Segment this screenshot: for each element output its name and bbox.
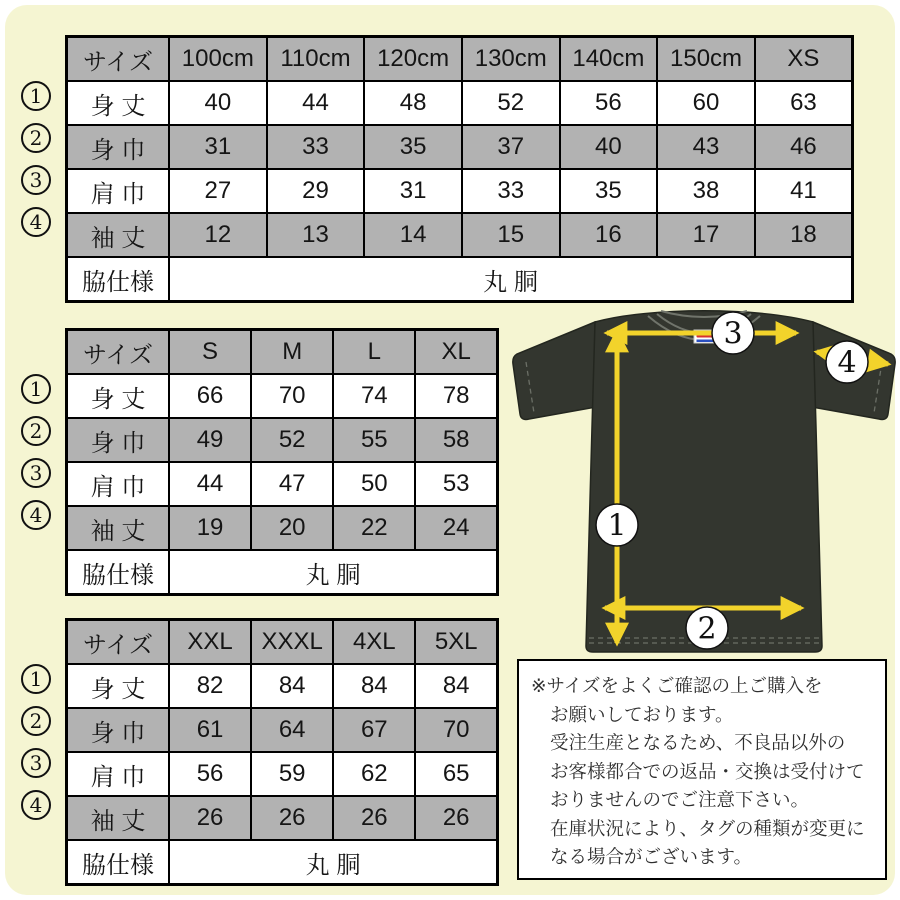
- note-line: お願いしております。: [550, 703, 734, 725]
- note-line: なる場合がございます。: [550, 846, 753, 867]
- size-column-header: XXL: [169, 620, 251, 665]
- size-corner-header: サイズ: [67, 330, 170, 375]
- measurement-value: 50: [333, 462, 415, 506]
- size-column-header: XXXL: [251, 620, 333, 665]
- size-column-header: 120cm: [364, 37, 462, 82]
- measurement-value: 19: [169, 506, 251, 550]
- measurement-row-label: 袖 丈: [67, 506, 170, 550]
- measurement-row-label: 身 丈: [67, 81, 170, 125]
- size-table-big: [65, 618, 499, 886]
- side-spec-value: 丸 胴: [169, 840, 498, 885]
- measurement-value: 82: [169, 664, 251, 708]
- circled-number-4: 4: [21, 790, 51, 820]
- tshirt-illustration: [510, 300, 898, 656]
- side-spec-label: 脇仕様: [67, 840, 170, 885]
- header-row: [67, 37, 853, 82]
- measurement-row: [67, 796, 498, 840]
- measurement-row: [67, 708, 498, 752]
- circled-number-4: 4: [21, 500, 51, 530]
- measurement-row-label: 袖 丈: [67, 213, 170, 257]
- measurement-row-label: 身 巾: [67, 418, 170, 462]
- measurement-row: [67, 81, 853, 125]
- measurement-value: 40: [560, 125, 658, 169]
- measurement-row-label: 身 巾: [67, 125, 170, 169]
- row-marker-column-adult: [21, 374, 51, 530]
- size-column-header: 110cm: [267, 37, 365, 82]
- measurement-value: 53: [415, 462, 497, 506]
- measurement-value: 55: [333, 418, 415, 462]
- measurement-value: 56: [169, 752, 251, 796]
- measurement-value: 84: [251, 664, 333, 708]
- measurement-value: 26: [251, 796, 333, 840]
- tshirt-left-sleeve: [513, 322, 596, 419]
- circled-number-1: 1: [21, 374, 51, 404]
- marker-digit-2: 2: [697, 611, 717, 647]
- measurement-value: 52: [462, 81, 560, 125]
- marker-digit-3: 3: [723, 316, 743, 352]
- measurement-value: 49: [169, 418, 251, 462]
- measurement-value: 67: [333, 708, 415, 752]
- tshirt-measurement-diagram: [510, 300, 898, 656]
- circled-number-1: 1: [21, 664, 51, 694]
- measurement-value: 70: [415, 708, 497, 752]
- size-corner-header: サイズ: [67, 620, 170, 665]
- size-corner-header: サイズ: [67, 37, 170, 82]
- note-line: 受注生産となるため、不良品以外の: [550, 732, 846, 753]
- marker-digit-1: 1: [607, 508, 627, 544]
- measurement-value: 37: [462, 125, 560, 169]
- size-column-header: XL: [415, 330, 497, 375]
- circled-number-2: 2: [21, 416, 51, 446]
- measurement-value: 41: [755, 169, 853, 213]
- measurement-value: 35: [364, 125, 462, 169]
- measurement-value: 35: [560, 169, 658, 213]
- circled-number-1: 1: [21, 81, 51, 111]
- size-column-header: 130cm: [462, 37, 560, 82]
- measurement-value: 56: [560, 81, 658, 125]
- measurement-value: 29: [267, 169, 365, 213]
- circled-number-4: 4: [21, 207, 51, 237]
- tshirt-body: [586, 311, 822, 652]
- size-column-header: 5XL: [415, 620, 497, 665]
- side-spec-row: [67, 840, 498, 885]
- measurement-row: [67, 125, 853, 169]
- measurement-value: 63: [755, 81, 853, 125]
- measurement-value: 26: [415, 796, 497, 840]
- measurement-value: 65: [415, 752, 497, 796]
- measurement-value: 84: [415, 664, 497, 708]
- measurement-value: 16: [560, 213, 658, 257]
- size-column-header: 140cm: [560, 37, 658, 82]
- note-line: お客様都合での返品・交換は受付けて: [550, 760, 865, 782]
- size-column-header: 4XL: [333, 620, 415, 665]
- side-spec-row: [67, 550, 498, 595]
- measurement-value: 59: [251, 752, 333, 796]
- measurement-value: 61: [169, 708, 251, 752]
- size-table-adult: [65, 328, 499, 596]
- size-column-header: S: [169, 330, 251, 375]
- row-marker-column-big: [21, 664, 51, 820]
- measurement-value: 18: [755, 213, 853, 257]
- measurement-value: 13: [267, 213, 365, 257]
- measurement-row-label: 身 丈: [67, 664, 170, 708]
- size-column-header: 100cm: [169, 37, 267, 82]
- measurement-value: 52: [251, 418, 333, 462]
- measurement-row: [67, 752, 498, 796]
- measurement-value: 24: [415, 506, 497, 550]
- side-spec-label: 脇仕様: [67, 257, 170, 302]
- measurement-row: [67, 462, 498, 506]
- size-column-header: 150cm: [657, 37, 755, 82]
- measurement-value: 44: [267, 81, 365, 125]
- measurement-value: 78: [415, 374, 497, 418]
- measurement-value: 26: [169, 796, 251, 840]
- side-spec-value: 丸 胴: [169, 550, 498, 595]
- measurement-row: [67, 418, 498, 462]
- side-spec-row: [67, 257, 853, 302]
- note-line: 在庫状況により、タグの種類が変更に: [550, 817, 865, 839]
- measurement-value: 40: [169, 81, 267, 125]
- measurement-value: 31: [169, 125, 267, 169]
- header-row: [67, 330, 498, 375]
- measurement-value: 70: [251, 374, 333, 418]
- measurement-value: 33: [267, 125, 365, 169]
- measurement-row-label: 身 丈: [67, 374, 170, 418]
- size-column-header: M: [251, 330, 333, 375]
- size-table-kids: [65, 35, 854, 303]
- measurement-value: 46: [755, 125, 853, 169]
- circled-number-2: 2: [21, 706, 51, 736]
- measurement-row: [67, 506, 498, 550]
- measurement-value: 84: [333, 664, 415, 708]
- side-spec-label: 脇仕様: [67, 550, 170, 595]
- measurement-value: 62: [333, 752, 415, 796]
- measurement-row-label: 袖 丈: [67, 796, 170, 840]
- header-row: [67, 620, 498, 665]
- measurement-value: 12: [169, 213, 267, 257]
- measurement-value: 38: [657, 169, 755, 213]
- row-marker-column-kids: [21, 81, 51, 237]
- measurement-value: 17: [657, 213, 755, 257]
- measurement-value: 43: [657, 125, 755, 169]
- measurement-row-label: 身 巾: [67, 708, 170, 752]
- side-spec-value: 丸 胴: [169, 257, 853, 302]
- measurement-row: [67, 213, 853, 257]
- measurement-value: 60: [657, 81, 755, 125]
- measurement-value: 14: [364, 213, 462, 257]
- measurement-value: 66: [169, 374, 251, 418]
- measurement-value: 26: [333, 796, 415, 840]
- measurement-value: 58: [415, 418, 497, 462]
- circled-number-3: 3: [21, 748, 51, 778]
- marker-digit-4: 4: [837, 345, 857, 381]
- measurement-row: [67, 374, 498, 418]
- measurement-value: 44: [169, 462, 251, 506]
- purchase-notice-box: [517, 659, 887, 880]
- size-column-header: XS: [755, 37, 853, 82]
- measurement-value: 47: [251, 462, 333, 506]
- measurement-value: 27: [169, 169, 267, 213]
- measurement-value: 20: [251, 506, 333, 550]
- measurement-row-label: 肩 巾: [67, 752, 170, 796]
- size-column-header: L: [333, 330, 415, 375]
- measurement-row: [67, 169, 853, 213]
- measurement-row: [67, 664, 498, 708]
- measurement-value: 15: [462, 213, 560, 257]
- note-line: おりませんのでご注意下さい。: [550, 789, 810, 810]
- circled-number-3: 3: [21, 165, 51, 195]
- measurement-value: 74: [333, 374, 415, 418]
- measurement-value: 48: [364, 81, 462, 125]
- measurement-row-label: 肩 巾: [67, 462, 170, 506]
- measurement-value: 33: [462, 169, 560, 213]
- note-line: ※サイズをよくご確認の上ご購入を: [531, 675, 823, 696]
- measurement-row-label: 肩 巾: [67, 169, 170, 213]
- measurement-value: 64: [251, 708, 333, 752]
- measurement-value: 31: [364, 169, 462, 213]
- measurement-value: 22: [333, 506, 415, 550]
- circled-number-2: 2: [21, 123, 51, 153]
- circled-number-3: 3: [21, 458, 51, 488]
